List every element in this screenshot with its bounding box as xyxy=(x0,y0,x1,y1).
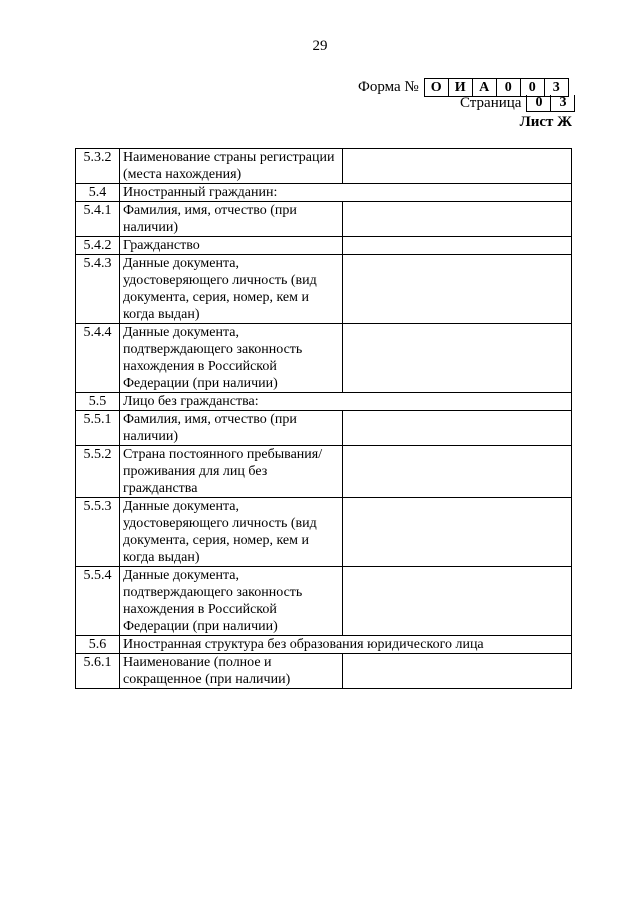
table-row xyxy=(76,567,572,636)
row-value-field[interactable] xyxy=(343,446,572,498)
page-number: 29 xyxy=(312,38,328,54)
row-number: 5.5.2 xyxy=(76,446,120,498)
form-code-cell: 0 xyxy=(497,79,521,96)
row-value-field[interactable] xyxy=(343,411,572,446)
row-number: 5.6.1 xyxy=(76,654,120,689)
page-code-label: Страница xyxy=(460,95,522,111)
table-row xyxy=(76,636,572,654)
row-label: Иностранный гражданин: xyxy=(120,184,572,202)
page-code xyxy=(460,95,575,112)
row-number: 5.4.1 xyxy=(76,202,120,237)
row-label: Данные документа, подтверждающего законность нахождения в Российской Федерации (при наличии) xyxy=(120,324,343,393)
row-label: Наименование страны регистрации (места нахождения) xyxy=(120,149,343,184)
row-number: 5.4.2 xyxy=(76,237,120,255)
row-label: Наименование (полное и сокращенное (при наличии) xyxy=(120,654,343,689)
table-row xyxy=(76,393,572,411)
page-code-cell: 3 xyxy=(551,95,575,111)
row-label: Лицо без гражданства: xyxy=(120,393,572,411)
table-row xyxy=(76,411,572,446)
row-number: 5.5.1 xyxy=(76,411,120,446)
row-number: 5.5.4 xyxy=(76,567,120,636)
row-value-field[interactable] xyxy=(343,255,572,324)
row-value-field[interactable] xyxy=(343,149,572,184)
table-row xyxy=(76,237,572,255)
table-row xyxy=(76,255,572,324)
row-label: Данные документа, подтверждающего законность нахождения в Российской Федерации (при наличии) xyxy=(120,567,343,636)
table-row xyxy=(76,324,572,393)
row-number: 5.4.4 xyxy=(76,324,120,393)
form-number-label: Форма № xyxy=(358,79,419,95)
form-table xyxy=(75,148,572,689)
row-label: Данные документа, удостоверяющего личность (вид документа, серия, номер, кем и когда выдан) xyxy=(120,498,343,567)
table-row xyxy=(76,202,572,237)
row-value-field[interactable] xyxy=(343,498,572,567)
page-code-boxes xyxy=(526,95,575,112)
row-number: 5.6 xyxy=(76,636,120,654)
row-label: Гражданство xyxy=(120,237,343,255)
form-code-cell: И xyxy=(449,79,473,96)
row-number: 5.4 xyxy=(76,184,120,202)
row-label: Страна постоянного пребывания/проживания для лиц без гражданства xyxy=(120,446,343,498)
form-code-cell: 0 xyxy=(521,79,545,96)
row-label: Фамилия, имя, отчество (при наличии) xyxy=(120,202,343,237)
table-row xyxy=(76,446,572,498)
row-number: 5.3.2 xyxy=(76,149,120,184)
table-row xyxy=(76,149,572,184)
table-row xyxy=(76,498,572,567)
form-table-body xyxy=(76,149,572,689)
form-code-cell: 3 xyxy=(545,79,569,96)
page-code-cell: 0 xyxy=(527,95,551,111)
row-number: 5.4.3 xyxy=(76,255,120,324)
row-label: Данные документа, удостоверяющего личность (вид документа, серия, номер, кем и когда выдан) xyxy=(120,255,343,324)
row-label: Фамилия, имя, отчество (при наличии) xyxy=(120,411,343,446)
row-value-field[interactable] xyxy=(343,654,572,689)
form-code-cell: А xyxy=(473,79,497,96)
row-value-field[interactable] xyxy=(343,237,572,255)
table-row xyxy=(76,654,572,689)
row-value-field[interactable] xyxy=(343,202,572,237)
sheet-label: Лист Ж xyxy=(519,114,572,130)
row-value-field[interactable] xyxy=(343,324,572,393)
row-number: 5.5 xyxy=(76,393,120,411)
row-label: Иностранная структура без образования юридического лица xyxy=(120,636,572,654)
table-row xyxy=(76,184,572,202)
row-value-field[interactable] xyxy=(343,567,572,636)
form-code-cell: О xyxy=(425,79,449,96)
row-number: 5.5.3 xyxy=(76,498,120,567)
